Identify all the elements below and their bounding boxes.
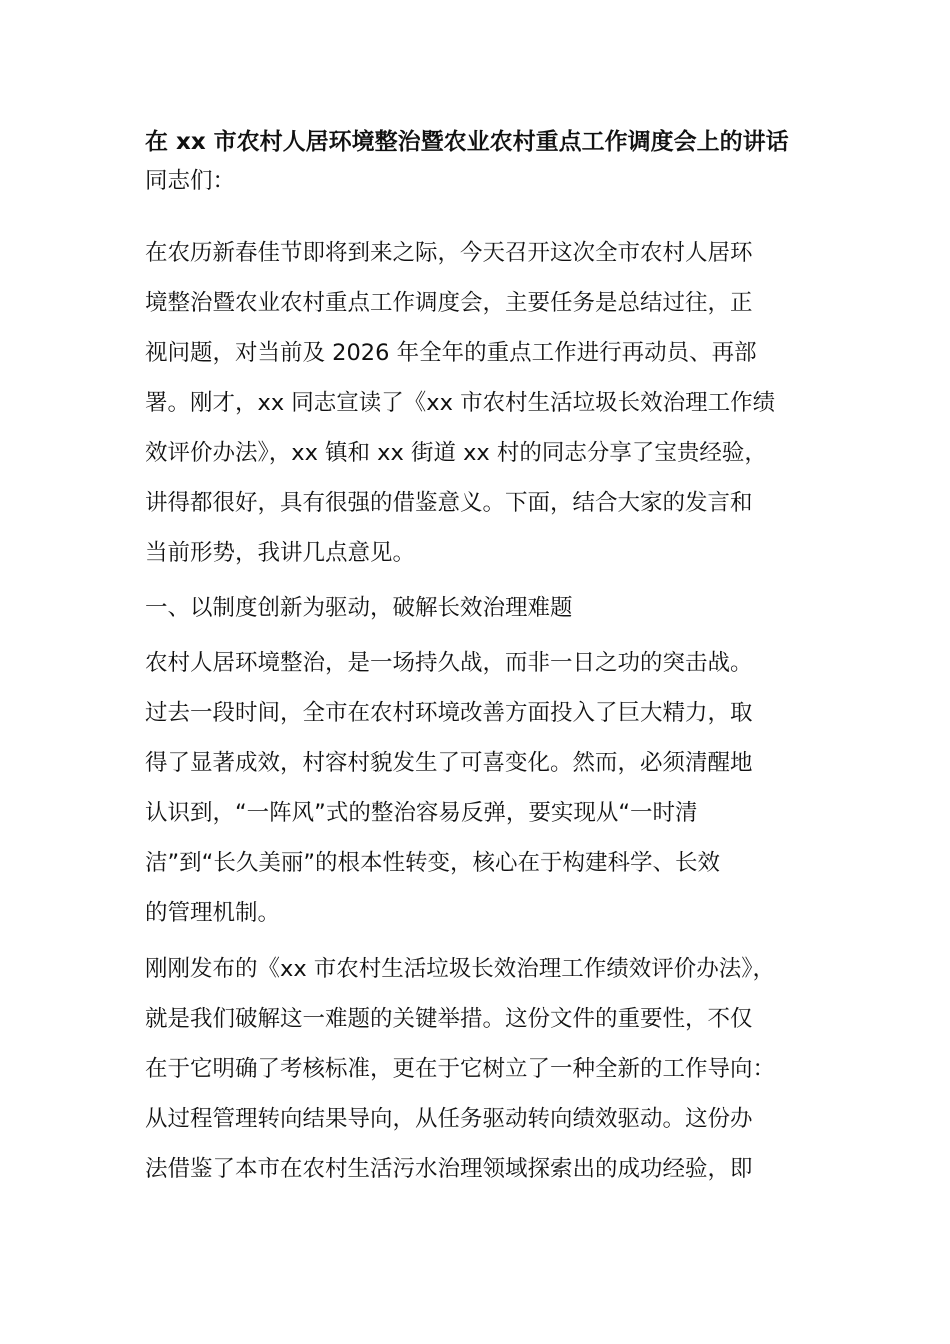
text-line: 认识到，“一阵风”式的整治容易反弹，要实现从“一时清: [145, 800, 698, 826]
text-line: 在农历新春佳节即将到来之际，今天召开这次全市农村人居环: [145, 240, 753, 266]
text-line: 就是我们破解这一难题的关键举措。这份文件的重要性，不仅: [145, 1006, 753, 1032]
heading-text: 一、以制度创新为驱动，破解长效治理难题: [145, 595, 573, 621]
text-line: 得了显著成效，村容村貌发生了可喜变化。然而，必须清醒地: [145, 750, 753, 776]
text-line: 洁”到“长久美丽”的根本性转变，核心在于构建科学、长效: [145, 850, 720, 876]
paragraph-section1-b: [145, 944, 825, 1194]
salutation-text: 同志们：: [145, 168, 236, 194]
text-line: 在于它明确了考核标准，更在于它树立了一种全新的工作导向：: [145, 1056, 776, 1082]
salutation: [145, 156, 825, 206]
text-line: 农村人居环境整治，是一场持久战，而非一日之功的突击战。: [145, 650, 753, 676]
paragraph-intro: [145, 228, 825, 578]
document-title: 在 xx 市农村人居环境整治暨农业农村重点工作调度会上的讲话: [145, 129, 789, 155]
text-line: 过去一段时间，全市在农村环境改善方面投入了巨大精力，取: [145, 700, 753, 726]
section-heading-1: [145, 583, 825, 633]
paragraph-section1-a: [145, 638, 825, 938]
text-line: 从过程管理转向结果导向，从任务驱动转向绩效驱动。这份办: [145, 1106, 753, 1132]
text-line: 的管理机制。: [145, 900, 281, 926]
text-line: 效评价办法》，xx 镇和 xx 街道 xx 村的同志分享了宝贵经验，: [145, 440, 767, 466]
text-line: 讲得都很好，具有很强的借鉴意义。下面，结合大家的发言和: [145, 490, 753, 516]
text-line: 署。刚才，xx 同志宣读了《xx 市农村生活垃圾长效治理工作绩: [145, 390, 776, 416]
text-line: 境整治暨农业农村重点工作调度会，主要任务是总结过往，正: [145, 290, 753, 316]
text-line: 视问题，对当前及 2026 年全年的重点工作进行再动员、再部: [145, 340, 757, 366]
text-line: 当前形势，我讲几点意见。: [145, 540, 416, 566]
text-line: 刚刚发布的《xx 市农村生活垃圾长效治理工作绩效评价办法》，: [145, 956, 776, 982]
text-line: 法借鉴了本市在农村生活污水治理领域探索出的成功经验，即: [145, 1156, 753, 1182]
